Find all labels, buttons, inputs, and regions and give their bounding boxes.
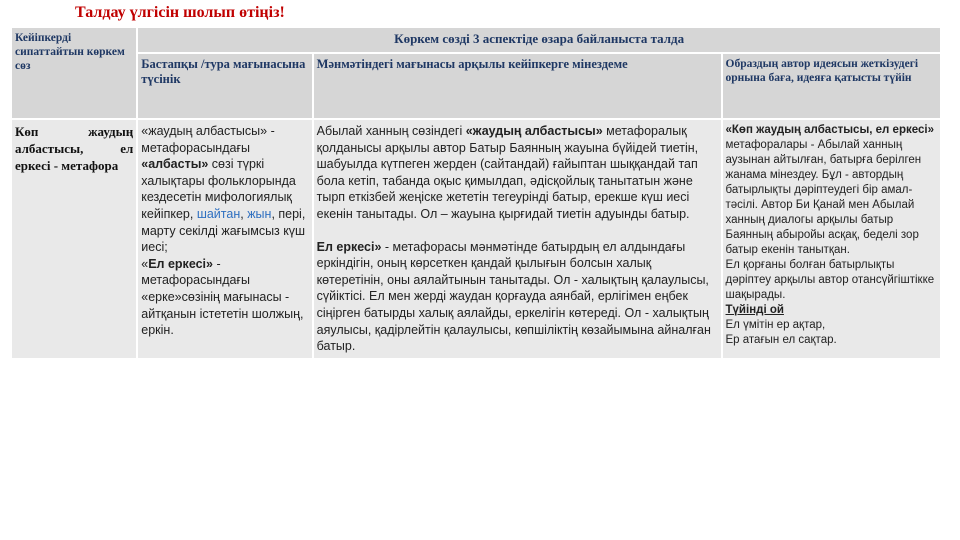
- row-label: Көп жаудың албастысы, ел еркесі - метафора: [15, 124, 134, 173]
- group-header-cell: [138, 28, 940, 52]
- sub-header-2: Мәнмәтіндегі мағынасы арқылы кейіпкерге мінездеме: [316, 57, 628, 71]
- sub-header-3: Образдың автор идеясын жеткізудегі орнына баға, идеяға қатысты түйін: [725, 58, 919, 84]
- sub-header-cell-3: [723, 54, 940, 118]
- literal-meaning-cell: [138, 120, 311, 358]
- author-idea-text: «Көп жаудың албастысы, ел еркесі» метафоралары - Абылай ханның аузынан айтылған, батырға берілген жанама мінездеу. Бұл - автордың батырлықты дәріптеудегі бір амал-тәсілі. Автор Би Қанай мен Абылай ханның диалогы арқылы батыр Баянның абыройы асқақ, беделі зор батыр екенін танытқан. Ел қорғаны болған батырлықты дәріптеу арқылы автор отансүйгіштікке шақырады. Түйінді ой Ел үмітін ер ақтар, Ер атағын ел сақтар.: [725, 124, 935, 346]
- corner-header-cell: [12, 28, 136, 118]
- context-meaning-cell: [314, 120, 721, 358]
- context-meaning-text: Абылай ханның сөзіндегі «жаудың албастысы» метафоралық қолданысы арқылы автор Батыр Баянның жауына бүйідей тиетін, шабуылда күтпеген жерден (сайтандай) ғайыптан шыққандай тап бола кетіп, табанда оқыс қимылдап, әдісқойлық танытатын және тырп еткізбей жеңіске жететін тегеурінді батыр, ерекше күш иесі екенін танытады. Ол – жауына қырғидай тиетін адуынды батыр. Ел еркесі» - метафорасы мәнмәтінде батырдың ел алдындағы еркіндігін, оның көрсеткен қандай қылығын болсын халық көтеретінін, оны аялайтынын танытады. Ол - халықтың қалаулысы, сүйіктісі. Ел мен жерді жаудан қорғауда аянбай, ерлігімен еңбек сіңірген батырды халық аялайды, еркелігін көтереді. Ол - халықтың аяулысы, қадірлейтін қалаулысы, көпшіліктің көзайымына айналған батыр.: [316, 124, 711, 354]
- analysis-table: [10, 26, 942, 360]
- corner-header: Кейіпкерді сипаттайтын көркем сөз: [15, 32, 125, 72]
- group-header: Көркем сөзді 3 аспектіде өзара байланыста талда: [394, 31, 685, 46]
- page-heading: Талдау үлгісін шолып өтіңіз!: [75, 4, 285, 21]
- term-zhyn: жын: [247, 206, 272, 221]
- literal-meaning-text: «жаудың албастысы» - метафорасындағы «албасты» сөзі түркі халықтары фольклорында кездесетін мифологиялық кейіпкер, шайтан, жын, пері, марту секілді жағымсыз күш иесі; «Ел еркесі» - метафорасындағы «ерке»сөзінің мағынасы - айтқанын істететін шолжың, еркін.: [141, 124, 306, 338]
- sub-header-cell-2: [314, 54, 721, 118]
- author-idea-cell: [723, 120, 940, 358]
- conclusion-title: Түйінді ой: [725, 304, 784, 316]
- row-label-cell: [12, 120, 136, 358]
- term-shaitan: шайтан: [196, 206, 241, 221]
- sub-header-1: Бастапқы /тура мағынасына түсінік: [141, 57, 306, 86]
- sub-header-cell-1: [138, 54, 311, 118]
